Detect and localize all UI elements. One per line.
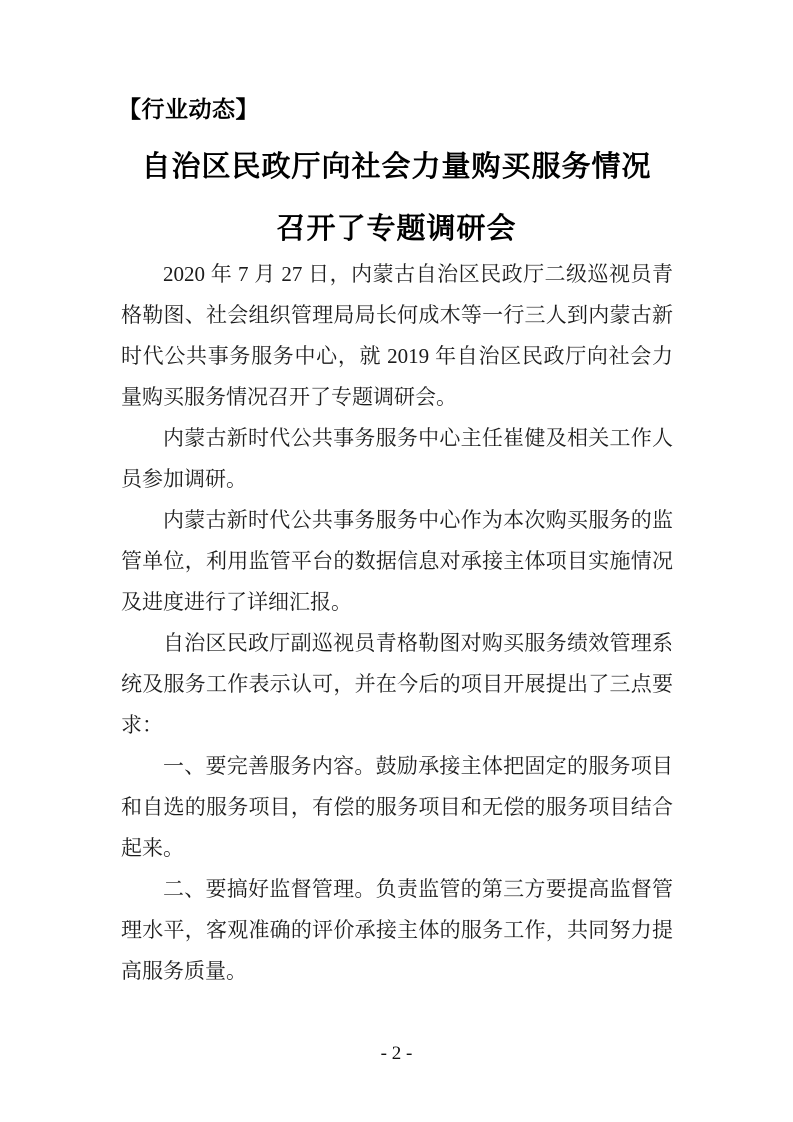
paragraph-4: 自治区民政厅副巡视员青格勒图对购买服务绩效管理系统及服务工作表示认可，并在今后的项目开展提出了三点要求： bbox=[121, 631, 673, 737]
document-title bbox=[0, 136, 793, 260]
document-title-line-2: 召开了专题调研会 bbox=[276, 213, 517, 245]
section-header: 【行业动态】 bbox=[118, 96, 259, 122]
paragraph-1: 2020 年 7 月 27 日，内蒙古自治区民政厅二级巡视员青格勒图、社会组织管理局局长何成木等一行三人到内蒙古新时代公共事务服务中心，就 2019 年自治区民政厅向社会力量购买服务情况召开了专题调研会。 bbox=[121, 262, 673, 409]
document-body bbox=[121, 254, 673, 992]
paragraph-2: 内蒙古新时代公共事务服务中心主任崔健及相关工作人员参加调研。 bbox=[121, 426, 673, 491]
paragraph-5: 一、要完善服务内容。鼓励承接主体把固定的服务项目和自选的服务项目，有偿的服务项目和无偿的服务项目结合起来。 bbox=[121, 754, 673, 860]
page-number: - 2 - bbox=[380, 1043, 413, 1064]
paragraph-3: 内蒙古新时代公共事务服务中心作为本次购买服务的监管单位，利用监管平台的数据信息对承接主体项目实施情况及进度进行了详细汇报。 bbox=[121, 508, 673, 614]
document-title-line-1: 自治区民政厅向社会力量购买服务情况 bbox=[141, 151, 652, 183]
paragraph-6: 二、要搞好监督管理。负责监管的第三方要提高监督管理水平，客观准确的评价承接主体的服务工作，共同努力提高服务质量。 bbox=[121, 877, 673, 983]
